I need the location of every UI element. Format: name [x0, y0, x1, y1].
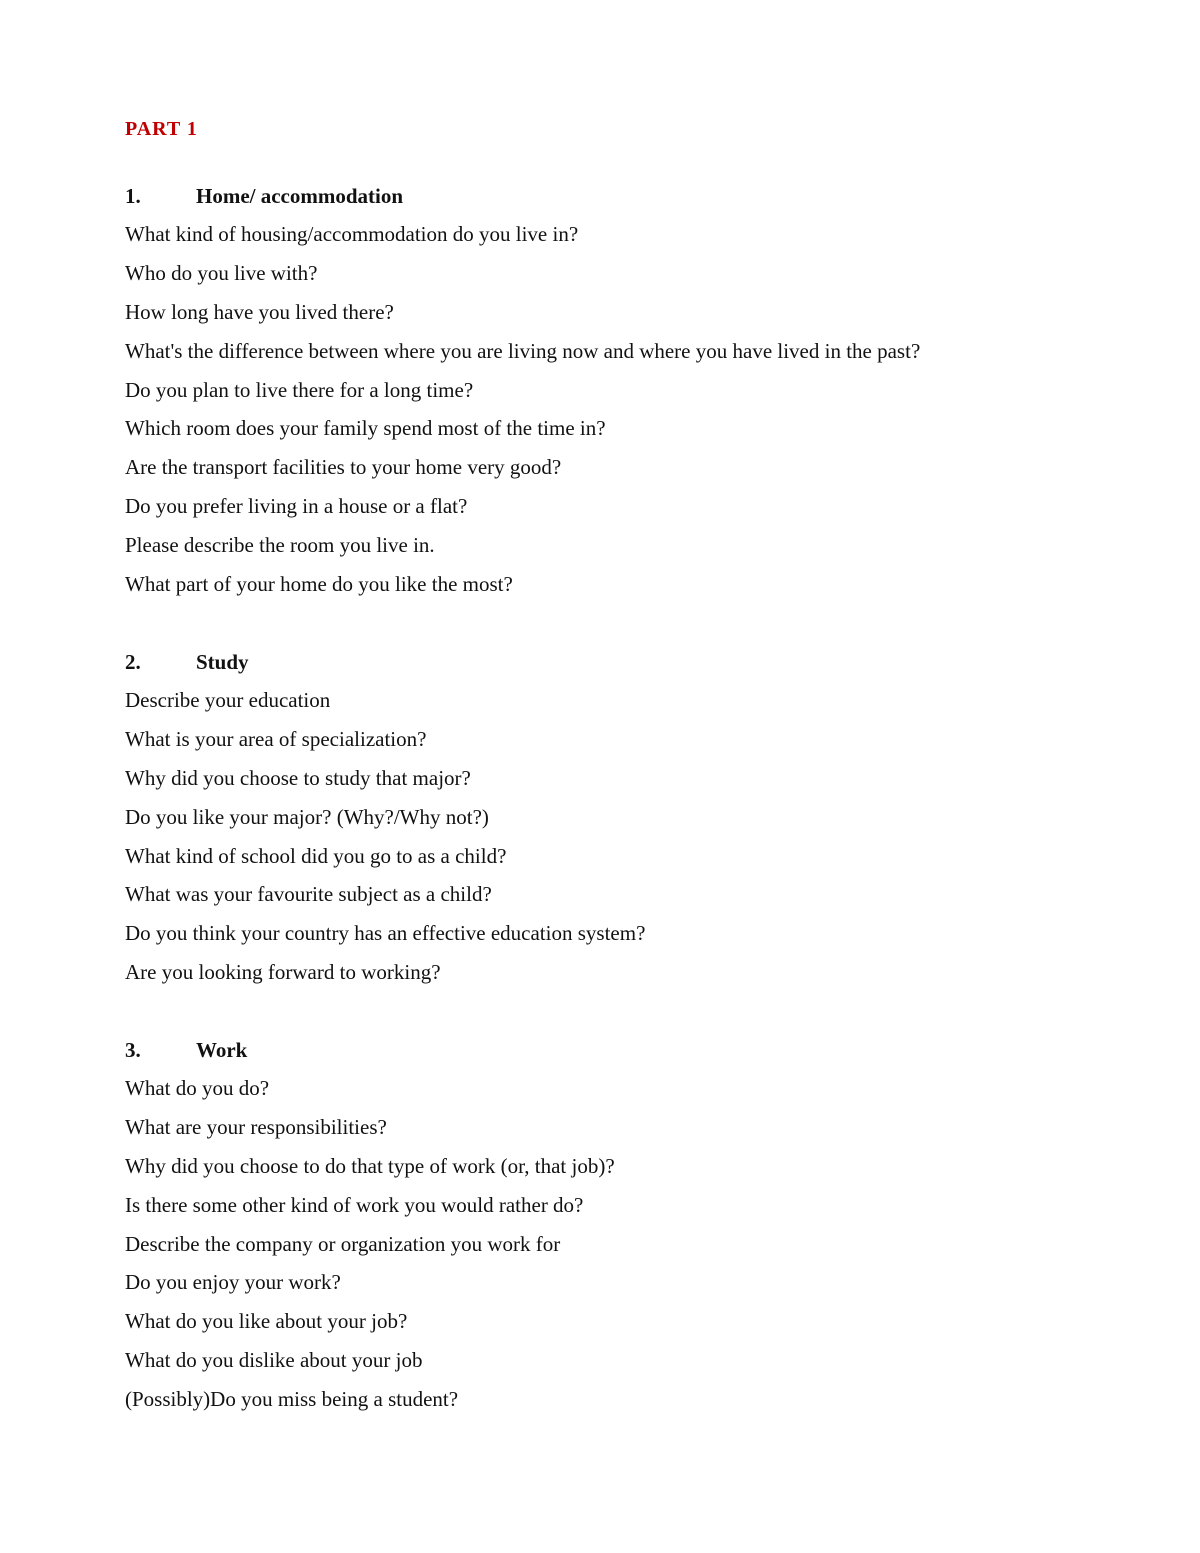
section-title: Home/ accommodation: [196, 184, 404, 208]
question: Who do you live with?: [125, 260, 318, 285]
section-heading: [125, 183, 1125, 221]
question: Do you enjoy your work?: [125, 1270, 341, 1295]
section-study: [125, 649, 1125, 998]
question: What part of your home do you like the most?: [125, 572, 513, 597]
question: How long have you lived there?: [125, 299, 394, 324]
question: Describe the company or organization you work for: [125, 1231, 561, 1256]
question: Are the transport facilities to your home very good?: [125, 455, 562, 480]
section-work: [125, 1037, 1125, 1425]
question: Why did you choose to do that type of work (or, that job)?: [125, 1153, 615, 1178]
question: Do you prefer living in a house or a flat?: [125, 494, 468, 519]
question: Do you think your country has an effective education system?: [125, 921, 646, 946]
question: What is your area of specialization?: [125, 726, 427, 751]
section-number: 1.: [125, 184, 141, 208]
question: What was your favourite subject as a child?: [125, 882, 492, 907]
question: What do you like about your job?: [125, 1309, 408, 1334]
question: Which room does your family spend most of the time in?: [125, 416, 606, 441]
question: What do you do?: [125, 1076, 270, 1100]
question: What are your responsibilities?: [125, 1114, 387, 1139]
question: Do you like your major? (Why?/Why not?): [125, 804, 489, 829]
question: What do you dislike about your job: [125, 1348, 423, 1373]
question: Is there some other kind of work you would rather do?: [125, 1192, 584, 1217]
question: Are you looking forward to working?: [125, 960, 441, 985]
question: (Possibly)Do you miss being a student?: [125, 1387, 459, 1412]
question: Please describe the room you live in.: [125, 533, 435, 558]
section-title: Study: [196, 650, 249, 674]
question: What kind of housing/accommodation do you live in?: [125, 222, 579, 246]
question: Describe your education: [125, 688, 331, 712]
question: What kind of school did you go to as a child?: [125, 843, 507, 868]
part-title: PART 1: [125, 118, 198, 140]
section-number: 3.: [125, 1038, 141, 1062]
section-heading: [125, 1037, 1125, 1075]
section-number: 2.: [125, 650, 141, 674]
question: Do you plan to live there for a long time?: [125, 377, 474, 402]
section-home-accommodation: [125, 183, 1125, 610]
section-title: Work: [196, 1038, 248, 1062]
question: Why did you choose to study that major?: [125, 765, 471, 790]
section-heading: [125, 649, 1125, 687]
question: What's the difference between where you are living now and where you have lived in the past?: [125, 338, 921, 363]
